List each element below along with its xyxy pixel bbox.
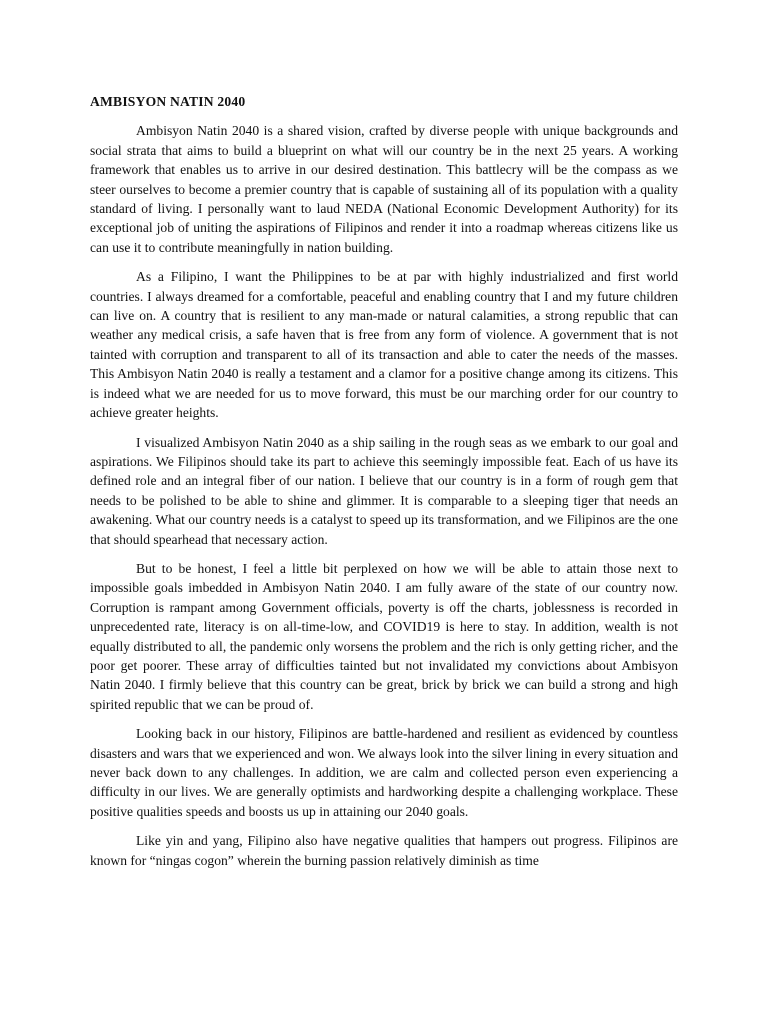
paragraph-2: As a Filipino, I want the Philippines to be at par with highly industrialized and first world countries. I always dreamed for a comfortable, peaceful and enabling country that I and my future children can live on. A country that is resilient to any man-made or natural calamities, a strong republic that can weather any medical crisis, a safe haven that is free from any form of violence. A government that is not tainted with corruption and transparent to all of its transaction and able to cater the needs of the masses. This Ambisyon Natin 2040 is really a testament and a clamor for a positive change among its citizens. This is indeed what we are needed for us to move forward, this must be our marching order for our country to achieve greater heights. [90,269,678,421]
document-title: AMBISYON NATIN 2040 [90,94,246,109]
paragraph-6: Like yin and yang, Filipino also have negative qualities that hampers out progress. Filipinos are known for “ningas cogon” wherein the burning passion relatively diminish as time [90,833,678,868]
paragraph-5: Looking back in our history, Filipinos are battle-hardened and resilient as evidenced by countless disasters and wars that we experienced and won. We always look into the silver lining in every situation and never back down to any challenges. In addition, we are calm and collected person even experiencing a difficulty in our lives. We are generally optimists and hardworking despite a challenging workplace. These positive qualities speeds and boosts us up in attaining our 2040 goals. [90,726,678,819]
paragraph-4: But to be honest, I feel a little bit perplexed on how we will be able to attain those next to impossible goals imbedded in Ambisyon Natin 2040. I am fully aware of the state of our country now. Corruption is rampant among Government officials, poverty is off the charts, joblessness is recorded in unprecedented rate, literacy is on all-time-low, and COVID19 is here to stay. In addition, wealth is not equally distributed to all, the pandemic only worsens the problem and the rich is only getting richer, and the poor get poorer. These array of difficulties tainted but not invalidated my convictions about Ambisyon Natin 2040. I firmly believe that this country can be great, brick by brick we can build a strong and high spirited republic that we can be proud of. [90,560,678,712]
paragraph-3: I visualized Ambisyon Natin 2040 as a ship sailing in the rough seas as we embark to our goal and aspirations. We Filipinos should take its part to achieve this seemingly impossible feat. Each of us have its defined role and an integral fiber of our nation. I believe that our country is in a form of rough gem that needs to be polished to be able to shine and glimmer. It is comparable to a sleeping tiger that needs an awakening. What our country needs is a catalyst to speed up its transformation, and we Filipinos are the one that should spearhead that necessary action. [90,434,678,547]
paragraph-1: Ambisyon Natin 2040 is a shared vision, crafted by diverse people with unique backgrounds and social strata that aims to build a blueprint on what will our country be in the next 25 years. A working framework that enables us to arrive in our desired destination. This battlecry will be the compass as we steer ourselves to become a premier country that is capable of sustaining all of its population with a quality standard of living. I personally want to laud NEDA (National Economic Development Authority) for its exceptional job of uniting the aspirations of Filipinos and render it into a roadmap whereas citizens like us can use it to contribute meaningfully in nation building. [90,123,678,255]
document-page [90,92,678,1024]
